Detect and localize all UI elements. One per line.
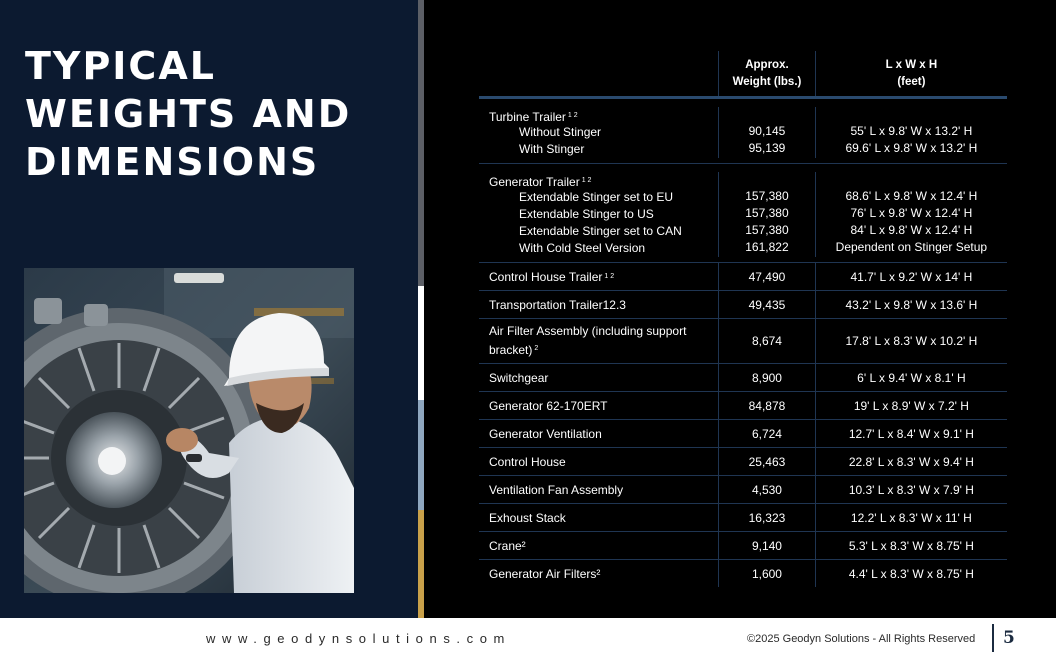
row-dims: 6' L x 9.4' W x 8.1' H (815, 364, 1007, 391)
group-item-weight: 90,145 (748, 124, 786, 138)
table-row-group-generator (479, 164, 1007, 263)
group-item-name: Extendable Stinger to US (519, 207, 654, 221)
header-weight-line1: Approx. (745, 58, 789, 71)
group-item-name: With Cold Steel Version (519, 241, 646, 255)
row-name: Air Filter Assembly (including support bracket) (489, 324, 687, 357)
group-name-cell (479, 107, 718, 158)
footer-copyright: ©2025 Geodyn Solutions - All Rights Reserved (747, 633, 976, 645)
group-weight-cell (718, 172, 815, 257)
row-dims: 22.8' L x 8.3' W x 9.4' H (815, 448, 1007, 475)
group-item-dims: 55' L x 9.8' W x 13.2' H (850, 124, 973, 138)
table-row (479, 532, 1007, 560)
row-dims: 43.2' L x 9.8' W x 13.6' H (815, 291, 1007, 318)
group-item-name: Without Stinger (519, 125, 602, 139)
table-row-group-turbine (479, 99, 1007, 164)
row-sup: 2 (534, 345, 539, 352)
row-weight: 84,878 (718, 392, 815, 419)
table-row (479, 392, 1007, 420)
row-dims: 19' L x 8.9' W x 7.2' H (815, 392, 1007, 419)
row-name-cell (479, 319, 718, 363)
row-name: Control House Trailer (489, 269, 603, 284)
footer-website-url[interactable]: www.geodynsolutions.com (206, 631, 511, 646)
row-weight: 8,900 (718, 364, 815, 391)
row-dims: 4.4' L x 8.3' W x 8.75' H (815, 560, 1007, 587)
left-panel (0, 0, 418, 618)
group-title-sup: 1 2 (567, 112, 578, 119)
group-dims-cell (815, 172, 1007, 257)
group-item-dims: 76' L x 9.8' W x 12.4' H (850, 206, 973, 220)
table-row (479, 319, 1007, 364)
row-weight: 6,724 (718, 420, 815, 447)
row-name-cell (479, 364, 718, 391)
row-name: Control House (489, 454, 566, 469)
row-weight: 47,490 (718, 263, 815, 290)
row-weight: 49,435 (718, 291, 815, 318)
title-line-3: DIMENSIONS (25, 140, 320, 184)
row-name-cell (479, 392, 718, 419)
group-item-dims: 84' L x 9.8' W x 12.4' H (850, 223, 973, 237)
group-item-dims: 68.6' L x 9.8' W x 12.4' H (845, 189, 978, 203)
row-weight: 1,600 (718, 560, 815, 587)
row-name: Transportation Trailer12.3 (489, 297, 626, 312)
group-item-weight: 157,380 (745, 206, 789, 220)
group-title-text: Generator Trailer (489, 175, 580, 189)
group-dims-cell (815, 107, 1007, 158)
table-header (479, 51, 1007, 99)
row-dims: 10.3' L x 8.3' W x 7.9' H (815, 476, 1007, 503)
group-name-cell (479, 172, 718, 257)
row-weight: 4,530 (718, 476, 815, 503)
footer-divider (992, 624, 994, 652)
row-name: Generator Ventilation (489, 426, 602, 441)
group-title (489, 172, 591, 189)
group-item-name: With Stinger (519, 142, 585, 156)
row-weight: 9,140 (718, 532, 815, 559)
header-weight-line2: Weight (lbs.) (732, 75, 802, 88)
group-weight-cell (718, 107, 815, 158)
row-name-cell (479, 532, 718, 559)
row-name-cell (479, 560, 718, 587)
table-row (479, 364, 1007, 392)
weights-dimensions-table (479, 51, 1007, 587)
table-row (479, 263, 1007, 291)
row-name: Exhoust Stack (489, 510, 566, 525)
row-weight: 16,323 (718, 504, 815, 531)
table-row (479, 291, 1007, 319)
group-item-weight: 157,380 (745, 223, 789, 237)
group-item-weight: 161,822 (745, 240, 789, 254)
row-name-cell (479, 504, 718, 531)
group-item-weight: 95,139 (748, 141, 786, 155)
row-name-cell (479, 448, 718, 475)
group-item-weight: 157,380 (745, 189, 789, 203)
row-sup: 1 2 (604, 273, 615, 280)
title-line-2: WEIGHTS AND (25, 92, 352, 136)
title-line-1: TYPICAL (25, 44, 216, 88)
row-dims: 17.8' L x 8.3' W x 10.2' H (815, 319, 1007, 363)
engineer-turbine-photo (24, 268, 354, 593)
row-name: Ventilation Fan Assembly (489, 482, 624, 497)
row-dims: 12.7' L x 8.4' W x 9.1' H (815, 420, 1007, 447)
header-blank-cell (479, 51, 718, 96)
group-title-text: Turbine Trailer (489, 110, 566, 124)
group-title-sup: 1 2 (581, 177, 592, 184)
table-row (479, 420, 1007, 448)
table-row (479, 504, 1007, 532)
table-row (479, 560, 1007, 587)
row-name: Crane² (489, 538, 526, 553)
row-name-cell (479, 420, 718, 447)
row-name-cell (479, 263, 718, 290)
header-dims-line2: (feet) (897, 75, 926, 88)
row-dims: 41.7' L x 9.2' W x 14' H (815, 263, 1007, 290)
row-weight: 8,674 (718, 319, 815, 363)
group-item-dims: 69.6' L x 9.8' W x 13.2' H (845, 141, 978, 155)
row-weight: 25,463 (718, 448, 815, 475)
group-title (489, 107, 578, 124)
row-name: Switchgear (489, 370, 549, 385)
table-row (479, 476, 1007, 504)
row-name-cell (479, 291, 718, 318)
row-dims: 5.3' L x 8.3' W x 8.75' H (815, 532, 1007, 559)
page-number: 5 (1003, 628, 1015, 648)
row-name: Generator Air Filters² (489, 566, 601, 581)
group-item-name: Extendable Stinger set to EU (519, 190, 674, 204)
row-dims: 12.2' L x 8.3' W x 11' H (815, 504, 1007, 531)
group-item-dims: Dependent on Stinger Setup (835, 240, 988, 254)
header-dimensions (815, 51, 1007, 96)
group-item-name: Extendable Stinger set to CAN (519, 224, 682, 238)
header-weight (718, 51, 815, 96)
row-name-cell (479, 476, 718, 503)
table-row (479, 448, 1007, 476)
page-title (25, 42, 405, 186)
row-name-wrap (489, 323, 708, 359)
header-dims-line1: L x W x H (885, 58, 938, 71)
row-name: Generator 62-170ERT (489, 398, 608, 413)
